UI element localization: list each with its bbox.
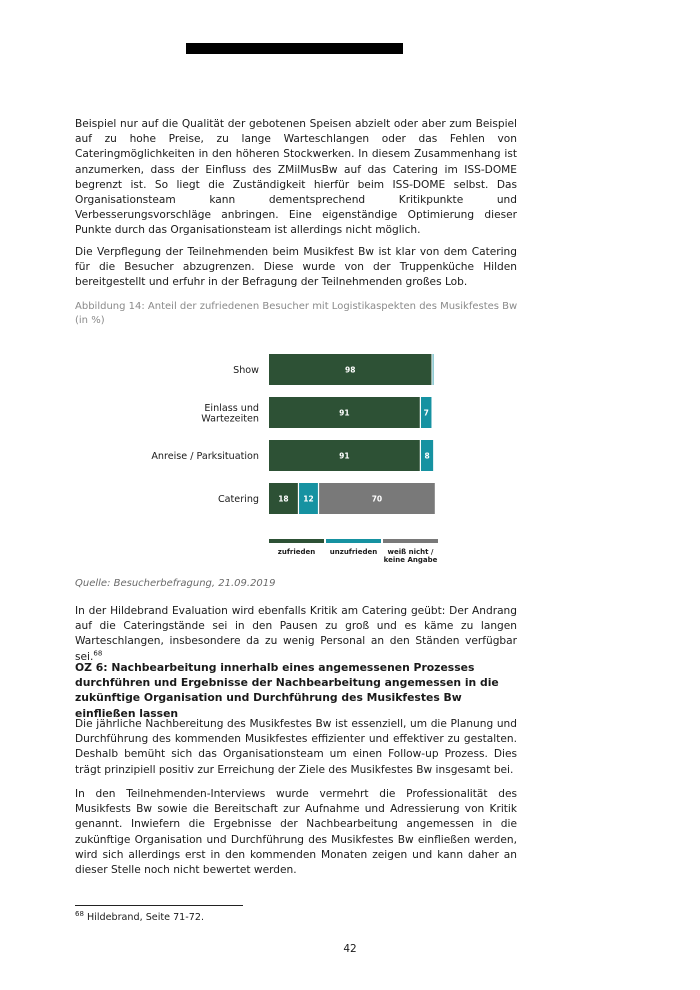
- legend-label-line: unzufrieden: [329, 548, 378, 556]
- bar-value-label: 98: [345, 365, 356, 375]
- legend-swatch: [383, 539, 438, 543]
- legend-swatch: [269, 539, 324, 543]
- paragraph-hildebrand-text: In der Hildebrand Evaluation wird ebenfalls Kritik am Catering geübt: Der Andrang auf die Cateringstände sei in den Pausen zu groß und es käme zu langen Warteschlangen, insbesondere da zu wenig Personal an den Ständen verfügbar sei.: [75, 605, 517, 663]
- footnote-ref-68[interactable]: 68: [93, 649, 103, 658]
- legend-label-line: weiß nicht /: [387, 548, 434, 556]
- footnote-divider: [75, 905, 243, 906]
- footnote-number: 68: [75, 909, 84, 918]
- legend-label-line: zufrieden: [277, 548, 316, 556]
- legend-swatch: [326, 539, 381, 543]
- bar-value-label: 8: [424, 451, 430, 461]
- paragraph-follow-up: Die jährliche Nachbereitung des Musikfestes Bw ist essenziell, um die Planung und Durchführung des kommenden Musikfestes effizienter und effektiver zu gestalten. Deshalb bemüht sich das Organisationsteam um einen Follow-up Prozess. Dies trägt prinzipiell positiv zur Erreichung der Ziele des Musikfestes Bw insgesamt bei.: [75, 718, 517, 776]
- legend-label: [330, 548, 377, 556]
- bar-value-label: 18: [278, 494, 289, 504]
- figure-caption: Abbildung 14: Anteil der zufriedenen Besucher mit Logistikaspekten des Musikfestes Bw (in %): [75, 301, 518, 326]
- paragraph-catering-criticism: Beispiel nur auf die Qualität der gebotenen Speisen abzielt oder aber zum Beispiel auf zu hohe Preise, zu lange Warteschlangen oder das Fehlen von Cateringmöglichkeiten in den höheren Stockwerken. In diesem Zusammenhang ist anzumerken, dass der Einfluss des ZMilMusBw auf das Catering im ISS-DOME begrenzt ist. So liegt die Zuständigkeit hierfür beim ISS-DOME selbst. Das Organisationsteam kann dementsprechend Kritikpunkte und Verbesserungsvorschläge anbringen. Eine eigenständige Optimierung dieser Punkte durch das Organisationsteam ist allerdings nicht möglich.: [75, 118, 517, 237]
- bar-value-label: 91: [339, 408, 350, 418]
- footnote: [75, 911, 204, 924]
- bar-value-label: 70: [371, 494, 383, 504]
- paragraph-hildebrand: [75, 604, 517, 665]
- category-label-line: Wartezeiten: [201, 413, 259, 425]
- section-heading-oz6: OZ 6: Nachbearbeitung innerhalb eines angemessenen Prozesses durchführen und Ergebnisse der Nachbearbeitung angemessen in die zukünftige Organisation und Durchführung des Musikfestes Bw einfließen lassen: [75, 661, 499, 720]
- category-label: [233, 365, 259, 376]
- bar-value-label: 12: [303, 494, 314, 504]
- bar-value-label: 7: [423, 408, 429, 418]
- bar-value-label: 91: [339, 451, 350, 461]
- category-label-line: Catering: [217, 494, 259, 505]
- category-label: [201, 403, 259, 425]
- redaction-bar: [186, 43, 403, 54]
- paragraph-interviews: In den Teilnehmenden-Interviews wurde vermehrt die Professionalität des Musikfests Bw sowie die Bereitschaft zur Aufnahme und Adressierung von Kritik genannt. Inwiefern die Ergebnisse der Nachbearbeitung angemessen in die zukünftige Organisation und Durchführung des Musikfestes Bw einfließen werden, wird sich allerdings erst in den kommenden Monaten zeigen und kann daher an dieser Stelle noch nicht bewertet werden.: [75, 788, 517, 877]
- legend-label: [278, 548, 315, 556]
- satisfaction-bar-chart: [140, 345, 450, 577]
- category-label-line: Einlass und: [204, 402, 259, 414]
- paragraph-participant-catering: Die Verpflegung der Teilnehmenden beim Musikfest Bw ist klar von dem Catering für die Besucher abzugrenzen. Diese wurde von der Truppenküche Hilden bereitgestellt und erfuhr in der Befragung der Teilnehmenden großes Lob.: [75, 246, 517, 289]
- legend-label: [384, 548, 438, 564]
- bar-segment-unzufrieden: [433, 354, 434, 385]
- legend-label-line: keine Angabe: [383, 556, 438, 564]
- footnote-text: Hildebrand, Seite 71-72.: [86, 912, 205, 923]
- page-number: 42: [343, 943, 357, 955]
- category-label: [151, 451, 259, 462]
- category-label: [218, 494, 259, 505]
- category-label-line: Show: [233, 365, 259, 376]
- category-label-line: Anreise / Parksituation: [151, 451, 259, 462]
- figure-source: Quelle: Besucherbefragung, 21.09.2019: [75, 578, 276, 589]
